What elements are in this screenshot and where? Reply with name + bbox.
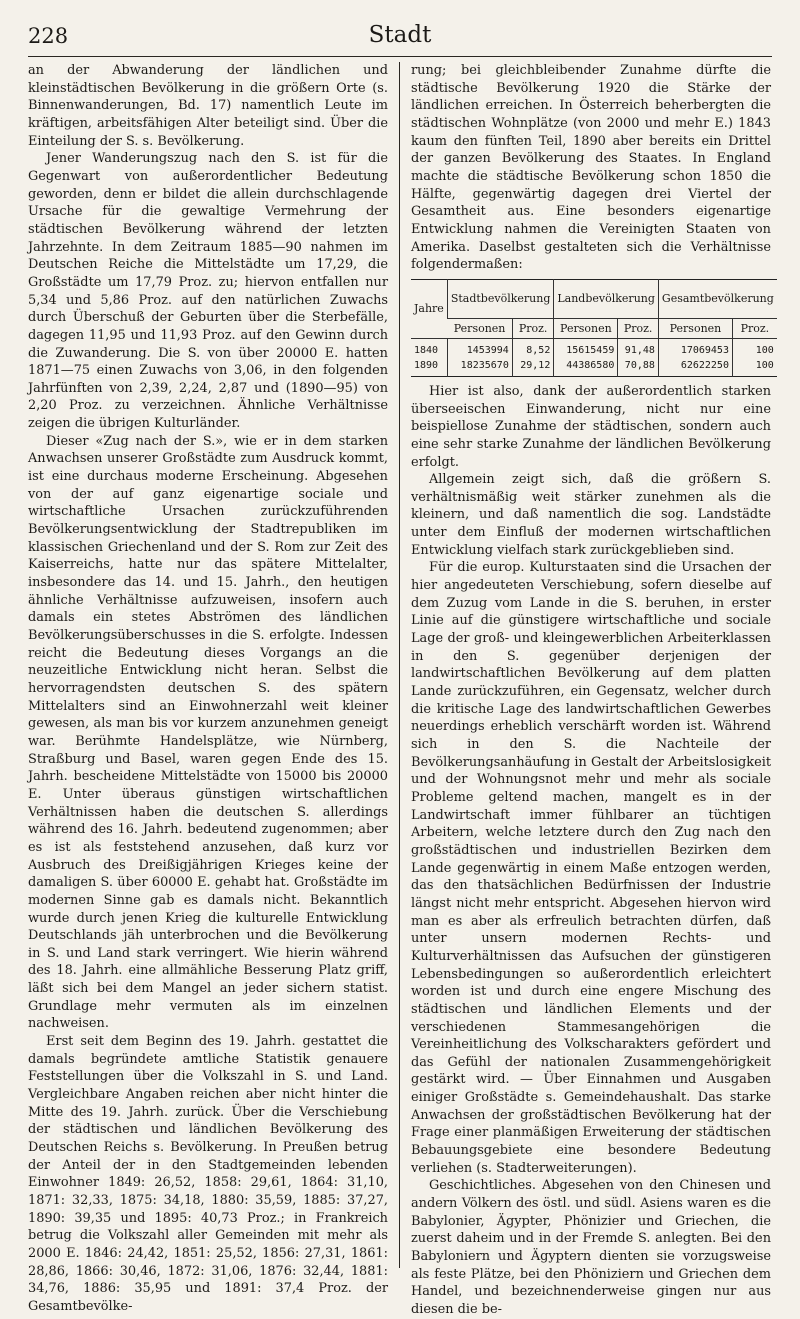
paragraph: Geschichtliches. Abgesehen von den Chinesen und andern Völkern des östl. und südl. Asiens waren es die Babylonier, Ägypter, Phönizier und Griechen, die zuerst daheim und in der Fremde S. anlegten. Bei den Babyloniern und Ägyptern dienten sie vorzugsweise als feste Plätze, bei den Phöniziern und Griechen dem Handel, und bezeichnenderweise gingen nur aus diesen die be- [411,1178,771,1317]
table-header-group: Gesamtbevölkerung [658,279,776,318]
table-cell: 1453994 [447,338,512,358]
paragraph: Dieser «Zug nach der S.», wie er in dem starken Anwachsen unserer Großstädte zum Ausdruck kommt, ist eine durchaus moderne Erscheinung. Abgesehen von der auf ganz eigenartige sociale und wirtschaftliche Ursachen zurückzuführenden Bevölkerungsentwicklung der Stadtrepubliken im klassischen Griechenland und der S. Rom zur Zeit des Kaiserreichs, hatte nur das spätere Mittelalter, insbesondere das 14. und 15. Jahrh., den heutigen ähnliche Verhältnisse aufzuweisen, insofern auch damals ein stetes Abströmen des ländlichen Bevölkerungsüberschusses in die S. erfolgte. Indessen reicht die Bedeutung dieses Vorgangs an die neuzeitliche Entwicklung nicht heran. Selbst die hervorragendsten deutschen S. des spätern Mittelalters sind an Einwohnerzahl weit kleiner gewesen, als man bis vor kurzem anzunehmen geneigt war. Berühmte Handelsplätze, wie Nürnberg, Straßburg und Basel, waren gegen Ende des 15. Jahrh. bescheidene Mittelstädte von 15000 bis 20000 E. Unter überaus günstigen wirtschaftlichen Verhältnissen haben die deutschen S. allerdings während des 16. Jahrh. bedeutend zugenommen; aber es ist als feststehend anzusehen, daß kurz vor Ausbruch des Dreißigjährigen Krieges keine der damaligen S. über 60000 E. gehabt hat. Großstädte im modernen Sinne gab es damals nicht. Bekanntlich wurde durch jenen Krieg die kulturelle Entwicklung Deutschlands jäh unterbrochen und die Bevölkerung in S. und Land stark verringert. Wie hierin während des 18. Jahrh. eine allmähliche Besserung Platz griff, läßt sich bei dem Mangel an jeder sichern statist. Grundlage mehr vermuten als im einzelnen nachweisen. [28,433,388,1032]
table-cell: 29,12 [512,358,554,377]
table-subheader: Personen [554,318,618,338]
table-cell: 100 [732,338,776,358]
table-cell: 62622250 [658,358,732,377]
table-subheader: Proz. [732,318,776,338]
page-number: 228 [28,24,69,48]
table-cell: 91,48 [618,338,659,358]
table-cell: 8,52 [512,338,554,358]
table-header-years: Jahre [411,279,447,338]
table-cell: 1840 [414,344,439,356]
table-cell: 1890 [414,359,439,371]
paragraph: Hier ist also, dank der außerordentlich starken überseeischen Einwanderung, nicht nur eine beispiellose Zunahme der städtischen, sondern auch eine sehr starke Zunahme der ländlichen Bevölkerung erfolgt. [411,383,771,470]
table-cell: 44386580 [554,358,618,377]
paragraph: an der Abwanderung der ländlichen und kleinstädtischen Bevölkerung in die größern Orte (s. Binnenwanderungen, Bd. 17) namentlich Leute im kräftigen, arbeitsfähigen Alter beteiligt sind. Über die Einteilung der S. s. Bevölkerung. [28,63,388,149]
population-table [411,279,777,377]
dictionary-page [28,18,774,1317]
table-subheader: Personen [447,318,512,338]
table-cell: 15615459 [554,338,618,358]
table-cell: 17069453 [658,338,732,358]
paragraph: Für die europ. Kulturstaaten sind die Ursachen der hier angedeuteten Verschiebung, sofern dieselbe auf dem Zuzug vom Lande in die S. beruhen, in erster Linie auf die günstigere wirtschaftliche und sociale Lage der groß- und kleingewerblichen Arbeiterklassen in den S. gegenüber derjenigen der landwirtschaftlichen Bevölkerung auf dem platten Lande zurückzuführen, ein Gegensatz, welcher durch die kritische Lage des landwirtschaftlichen Gewerbes neuerdings erheblich verschärft worden ist. Während sich in den S. die Nachteile der Bevölkerungsanhäufung in Gestalt der Arbeitslosigkeit und der Wohnungsnot mehr und mehr als sociale Probleme geltend machen, mangelt es in der Landwirtschaft immer fühlbarer an tüchtigen Arbeitern, welche letztere durch den Zug nach den großstädtischen und industriellen Bezirken dem Lande gegenwärtig in einem Maße entzogen werden, das den thatsächlichen Bedürfnissen der Industrie längst nicht mehr entspricht. Abgesehen hiervon wird man es aber als erfreulich betrachten dürfen, daß unter unsern modernen Rechts- und Kulturverhältnissen das Aufsuchen der günstigeren Lebensbedingungen so außerordentlich erleichtert worden ist und durch eine engere Mischung des städtischen und ländlichen Elements und der verschiedenen Stammesangehörigen die Vereinheitlichung des Volkscharakters gefördert und das Gefühl der nationalen Zusammengehörigkeit gestärkt wird. — Über Einnahmen und Ausgaben einiger Großstädte s. Gemeindehaushalt. Das starke Anwachsen der großstädtischen Bevölkerung hat der Frage einer planmäßigen Erweiterung der städtischen Bebauungsgebiete eine besondere Bedeutung verliehen (s. Stadterweiterungen). [411,560,771,1176]
page-header [28,18,772,57]
table-cell: 100 [732,358,776,377]
table-subheader: Proz. [512,318,554,338]
table-header-group: Landbevölkerung [554,279,659,318]
table-subheader: Proz. [618,318,659,338]
paragraph: Allgemein zeigt sich, daß die größern S. verhältnismäßig weit stärker zunehmen als die kleinern, und daß namentlich die sog. Landstädte unter dem Einfluß der modernen wirtschaftlichen Entwicklung vielfach stark zurückgeblieben sind. [411,472,771,558]
table-row [411,358,777,377]
table-row [411,338,777,358]
paragraph: rung; bei gleichbleibender Zunahme dürfte die städtische Bevölkerung 1920 die Stärke der ländlichen erreichen. In Österreich beherbergten die städtischen Wohnplätze (von 2000 und mehr E.) 1843 kaum den fünften Teil, 1890 aber bereits ein Drittel der ganzen Bevölkerung des Staates. In England machte die städtische Bevölkerung schon 1850 die Hälfte, gegenwärtig dagegen drei Viertel der Gesamtheit aus. Eine besonders eigenartige Entwicklung nahmen die Vereinigten Staaten von Amerika. Daselbst gestalteten sich die Verhältnisse folgendermaßen: [411,63,771,273]
text-columns [28,62,774,1317]
table-subheader: Personen [658,318,732,338]
right-column [411,62,774,1319]
table-header-group: Stadtbevölkerung [447,279,554,318]
running-title: Stadt [368,22,432,48]
column-divider [399,62,400,1268]
left-column [28,62,388,1316]
paragraph: Jener Wanderungszug nach den S. ist für die Gegenwart von außerordentlicher Bedeutung geworden, denn er bildet die allein durchschlagende Ursache für die gewaltige Vermehrung der städtischen Bevölkerung während der letzten Jahrzehnte. In dem Zeitraum 1885—90 nahmen im Deutschen Reiche die Mittelstädte um 17,29, die Großstädte um 17,79 Proz. zu; hiervon entfallen nur 5,34 und 5,86 Proz. auf den natürlichen Zuwachs durch Überschuß der Geburten über die Sterbefälle, dagegen 11,95 und 11,93 Proz. auf den Gewinn durch die Zuwanderung. Die S. von über 20000 E. hatten 1871—75 einen Zuwachs von 3,06, in den folgenden Jahrfünften von 2,39, 2,24, 2,87 und (1890—95) von 2,20 Proz. zu verzeichnen. Ähnliche Verhältnisse zeigen die übrigen Kulturländer. [28,151,388,432]
table-cell: 18235670 [447,358,512,377]
table-cell: 70,88 [618,358,659,377]
paragraph: Erst seit dem Beginn des 19. Jahrh. gestattet die damals begründete amtliche Statistik genauere Feststellungen über die Volkszahl in S. und Land. Vergleichbare Angaben reichen aber nicht hinter die Mitte des 19. Jahrh. zurück. Über die Verschiebung der städtischen und ländlichen Bevölkerung des Deutschen Reichs s. Bevölkerung. In Preußen betrug der Anteil der in den Stadtgemeinden lebenden Einwohner 1849: 26,52, 1858: 29,61, 1864: 31,10, 1871: 32,33, 1875: 34,18, 1880: 35,59, 1885: 37,27, 1890: 39,35 und 1895: 40,73 Proz.; in Frankreich betrug die Volkszahl aller Gemeinden mit mehr als 2000 E. 1846: 24,42, 1851: 25,52, 1856: 27,31, 1861: 28,86, 1866: 30,46, 1872: 31,06, 1876: 32,44, 1881: 34,76, 1886: 35,95 und 1891: 37,4 Proz. der Gesamtbevölke- [28,1034,388,1314]
